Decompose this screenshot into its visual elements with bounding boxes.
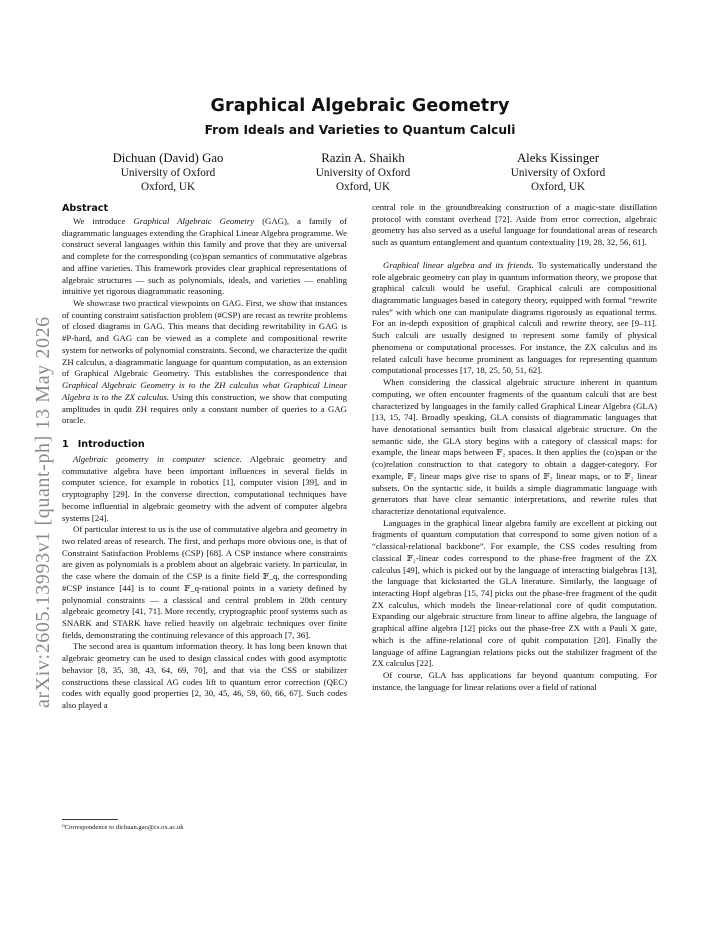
- author-block: [73, 150, 263, 194]
- right-paragraph-2: Graphical linear algebra and its friends. To systematically understand the role algebraic geometry can play in quantum information theory, we propose that graphical calculi would be useful. Graphical calculi are compositional diagrammatic languages based in category theory, equipped with formal “rewrite rules” with which one can manipulate diagrams rigorously as equational terms. For an in-depth exposition of graphical calculi and rewrite theory, see [9–11]. Such calculi are usually designed to represent some family of physical phenomena or computational processes. For instance, the ZX calculus and its related calculi have become prominent as languages for representing quantum computational processes [17, 18, 25, 50, 51, 62].: [372, 259, 657, 376]
- right-paragraph-4: Languages in the graphical linear algebra family are excellent at picking out fragments of quantum computation that correspond to some given notion of a “classical-relational backbone”. For example, the CSS codes resulting from classical 𝔽₂-linear codes correspond to the phase-free fragment of the ZX calculus [49], which is picked out by the language of interacting bialgebras [13], the language that kickstarted the GLA literature. Similarly, the language of interacting Hopf algebras [15, 74] picks out the phase-free fragment of the qudit ZX calculus, which models the linear-relational core of qudit computation. Expanding our algebraic structure from linear to affine algebra, the language of graphical affine algebra [12] picks out the phase-free ZX with a Pauli X gate, which is the affine-relational core of qubit computation [20]. Finally the language of affine Lagrangian relations picks out the stabilizer fragment of the ZX calculus [22].: [372, 517, 657, 669]
- introduction-heading: [62, 438, 347, 451]
- intro-paragraph-2: Of particular interest to us is the use of commutative algebra and geometry in two related areas of research. The first, and perhaps more obvious one, is that of Constraint Satisfaction Problems (CSP) [68]. A CSP instance where constraints are given as polynomials is a problem about an algebraic variety. In particular, in the case where the domain of the CSP is a finite field 𝔽_q, the corresponding #CSP instance [44] is to count 𝔽_q-rational points in a variety defined by polynomial constraints — a classical and central problem in 20th century algebraic geometry [41, 71]. More recently, cryptographic proof systems such as SNARK and STARK have relied heavily on algebraic techniques over finite fields, demonstrating the continuing relevance of this approach [7, 36].: [62, 524, 347, 640]
- abstract-paragraph-2: We showcase two practical viewpoints on GAG. First, we show that instances of counting constraint satisfaction problem (#CSP) are recast as rewrite problems of closed diagrams in GAG. This means that deciding rewritability in GAG is #P-hard, and GAG can be viewed as a complete and compositional rewrite system for networks of polynomial constraints. Second, we characterize the qudit ZH calculus, a diagrammatic language for quantum computation, as an extension of Graphical Algebraic Geometry. This establishes the correspondence that Graphical Algebraic Geometry is to the ZH calculus what Graphical Linear Algebra is to the ZX calculus. Using this construction, we show that computing amplitudes in qudit ZH requires only a constant number of queries to a GAG oracle.: [62, 298, 347, 426]
- abstract-paragraph-1: We introduce Graphical Algebraic Geometry (GAG), a family of diagrammatic languages extending the Graphical Linear Algebra programme. We construct several languages within this family and prove that they are universal and complete for the corresponding (co)span semantics of commutative algebras and affine varieties. This framework provides clear graphical representations of algebraic structures — such as polynomials, ideals, and varieties — enabling intuitive yet rigorous diagrammatic reasoning.: [62, 216, 347, 297]
- paper-title: Graphical Algebraic Geometry: [210, 96, 510, 116]
- paragraph-lead: Algebraic geometry in computer science.: [73, 453, 242, 464]
- section-number: 1: [62, 438, 69, 450]
- right-paragraph-5: Of course, GLA has applications far beyond quantum computing. For instance, the language for linear relations over a field of rational: [372, 670, 657, 692]
- intro-paragraph-1: Algebraic geometry in computer science. Algebraic geometry and commutative algebra have been important influences in several fields in computer science, for example in robotics [1], computer vision [39], and in cryptography [29]. In the converse direction, computational techniques have become influential in algebraic geometry with the advent of computer algebra systems [24].: [62, 453, 347, 523]
- footnote: ⁰Correspondence to dichuan.gao@cs.ox.ac.uk: [62, 824, 184, 831]
- right-paragraph-1: central role in the groundbreaking construction of a magic-state distillation protocol with constant overhead [72]. Aside from error correction, algebraic geometry has also served as a useful language for foundational areas of research such as quantum entanglement and quantum contextuality [19, 28, 32, 56, 61].: [372, 202, 657, 248]
- author-block: [463, 150, 653, 194]
- author-location: Oxford, UK: [140, 181, 196, 193]
- intro-paragraph-3: The second area is quantum information theory. It has long been known that algebraic geometry can be used to design classical codes with good asymptotic behavior [8, 35, 38, 43, 64, 69, 70], and that via the CSS or stabilizer constructions these classical AG codes lift to quantum error correction (QEC) codes with equally good properties [2, 30, 45, 46, 59, 60, 66, 67]. Such codes also played a: [62, 641, 347, 711]
- section-title: Introduction: [77, 438, 145, 450]
- right-column: [372, 202, 657, 693]
- left-column: [62, 202, 347, 712]
- author-name: Razin A. Shaikh: [321, 151, 405, 165]
- author-affiliation: University of Oxford: [120, 167, 216, 179]
- author-location: Oxford, UK: [530, 181, 586, 193]
- author-location: Oxford, UK: [335, 181, 391, 193]
- arxiv-stamp: [12, 238, 52, 708]
- paragraph-lead: Graphical linear algebra and its friends.: [383, 259, 534, 270]
- right-paragraph-3: When considering the classical algebraic structure inherent in quantum computing, we often encounter fragments of the quantum calculi that are best characterized by languages in the family called Graphical Linear Algebra (GLA) [13, 15, 74]. Broadly speaking, GLA consists of diagrammatic languages that have denotational semantics built from classical algebraic structure. On the semantic side, the GLA story begins with a category of classical maps: for example, the linear maps between 𝔽₂ spaces. It then applies the (co)span or the (co)relation construction to that category to obtain a dagger-category. For example, 𝔽₂ linear maps give rise to spans of 𝔽₂ linear maps, or to 𝔽₂ linear subsets. On the syntactic side, it builds a simple diagrammatic language with generators that have clear semantic interpretations, and rewrite rules that characterize denotational equivalence.: [372, 377, 657, 516]
- author-affiliation: University of Oxford: [510, 167, 606, 179]
- author-name: Dichuan (David) Gao: [112, 151, 224, 165]
- author-block: [268, 150, 458, 194]
- author-name: Aleks Kissinger: [516, 151, 600, 165]
- arxiv-stamp-text: arXiv:2605.13993v1 [quant-ph] 13 May 2026: [32, 316, 54, 708]
- abstract-heading: Abstract: [62, 203, 109, 214]
- footnote-rule: [62, 819, 118, 820]
- author-affiliation: University of Oxford: [315, 167, 411, 179]
- paper-subtitle: From Ideals and Varieties to Quantum Calculi: [204, 123, 516, 137]
